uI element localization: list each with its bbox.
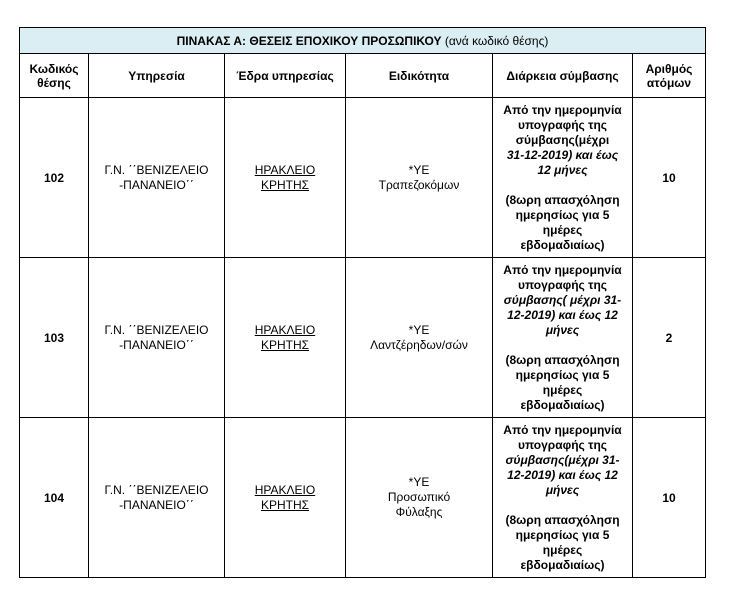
duration-line: υπογραφής της	[517, 437, 608, 452]
positions-table	[19, 27, 706, 578]
duration-line: ημέρες	[542, 222, 583, 237]
row-seat-line1: ΗΡΑΚΛΕΙΟ	[254, 162, 316, 177]
row-duration	[493, 98, 633, 258]
duration-line: ημερησίως για 5	[515, 367, 610, 382]
row-service-line2: -ΠΑΝΑΝΕΙΟ΄΄	[119, 337, 194, 352]
row-specialty-line2: Τραπεζοκόμων	[378, 177, 460, 192]
duration-line: μήνες	[545, 322, 580, 337]
row-specialty-line2: Λαντζέρηδων/σών	[370, 337, 468, 352]
row-seat-line2: ΚΡΗΤΗΣ	[260, 177, 310, 192]
duration-line: 12 μήνες	[537, 162, 588, 177]
row-specialty	[346, 98, 493, 258]
duration-line: (8ωρη απασχόληση	[505, 352, 620, 367]
header-count	[633, 54, 706, 98]
row-service	[89, 418, 225, 578]
duration-line: Από την ημερομηνία	[503, 102, 622, 117]
table-title-suffix: (ανά κωδικό θέσης)	[441, 33, 549, 48]
duration-line: ημερησίως για 5	[515, 527, 610, 542]
row-service	[89, 98, 225, 258]
table-row	[20, 258, 706, 418]
header-service: Υπηρεσία	[89, 54, 225, 98]
row-code: 102	[20, 98, 89, 258]
duration-line: 31-12-2019) και έως	[506, 147, 619, 162]
duration-line: 12-2019) και έως 12	[507, 307, 618, 322]
table-title	[20, 28, 706, 54]
header-specialty: Ειδικότητα	[346, 54, 493, 98]
row-seat	[225, 418, 346, 578]
header-seat: Έδρα υπηρεσίας	[225, 54, 346, 98]
duration-line: (8ωρη απασχόληση	[505, 192, 620, 207]
header-row	[20, 54, 706, 98]
row-specialty-line2: Προσωπικό	[387, 490, 451, 504]
row-seat	[225, 258, 346, 418]
row-duration	[493, 258, 633, 418]
row-count: 10	[633, 98, 706, 258]
header-code-line2: θέσης	[37, 75, 71, 90]
row-service-line2: -ΠΑΝΑΝΕΙΟ΄΄	[119, 497, 194, 512]
duration-line: εβδομαδιαίως)	[520, 397, 605, 412]
duration-line: Από την ημερομηνία	[503, 262, 622, 277]
row-service	[89, 258, 225, 418]
header-duration: Διάρκεια σύμβασης	[493, 54, 633, 98]
row-specialty-line1: *ΥΕ	[408, 322, 430, 337]
duration-line: εβδομαδιαίως)	[520, 237, 605, 252]
row-seat-line2: ΚΡΗΤΗΣ	[260, 497, 310, 512]
header-code	[20, 54, 89, 98]
header-code-line1: Κωδικός	[29, 61, 79, 76]
row-service-line1: Γ.Ν. ΄΄ΒΕΝΙΖΕΛΕΙΟ	[104, 482, 209, 497]
duration-line: υπογραφής της	[517, 117, 608, 132]
duration-line: ημερησίως για 5	[515, 207, 610, 222]
duration-line: σύμβασης(μέχρι 31-	[505, 452, 620, 467]
header-count-line2: ατόμων	[646, 75, 692, 90]
duration-line: (8ωρη απασχόληση	[505, 512, 620, 527]
row-code: 103	[20, 258, 89, 418]
table-row	[20, 98, 706, 258]
duration-line: ημέρες	[542, 382, 583, 397]
row-service-line1: Γ.Ν. ΄΄ΒΕΝΙΖΕΛΕΙΟ	[104, 322, 209, 337]
row-service-line2: -ΠΑΝΑΝΕΙΟ΄΄	[119, 177, 194, 192]
row-service-line1: Γ.Ν. ΄΄ΒΕΝΙΖΕΛΕΙΟ	[104, 162, 209, 177]
table-title-main: ΠΙΝΑΚΑΣ Α: ΘΕΣΕΙΣ ΕΠΟΧΙΚΟΥ ΠΡΟΣΩΠΙΚΟΥ	[176, 33, 442, 48]
duration-line: σύμβασης( μέχρι 31-	[503, 292, 622, 307]
row-specialty-line1: *ΥΕ	[408, 162, 430, 177]
table-row	[20, 418, 706, 578]
duration-line: 12-2019) και έως 12	[507, 467, 618, 482]
row-count: 2	[633, 258, 706, 418]
duration-line: σύμβασης(μέχρι	[515, 132, 610, 147]
row-specialty-line3: Φύλαξης	[395, 505, 443, 519]
duration-line: Από την ημερομηνία	[503, 422, 622, 437]
row-count: 10	[633, 418, 706, 578]
row-specialty	[346, 418, 493, 578]
row-seat	[225, 98, 346, 258]
header-count-line1: Αριθμός	[645, 61, 693, 76]
duration-line: εβδομαδιαίως)	[520, 557, 605, 572]
row-seat-line1: ΗΡΑΚΛΕΙΟ	[254, 322, 316, 337]
row-seat-line1: ΗΡΑΚΛΕΙΟ	[254, 482, 316, 497]
duration-line: ημέρες	[542, 542, 583, 557]
row-specialty-line1: *ΥΕ	[408, 475, 430, 489]
duration-line: μήνες	[545, 482, 580, 497]
row-duration	[493, 418, 633, 578]
row-seat-line2: ΚΡΗΤΗΣ	[260, 337, 310, 352]
duration-line: υπογραφής της	[517, 277, 608, 292]
row-code: 104	[20, 418, 89, 578]
row-specialty	[346, 258, 493, 418]
